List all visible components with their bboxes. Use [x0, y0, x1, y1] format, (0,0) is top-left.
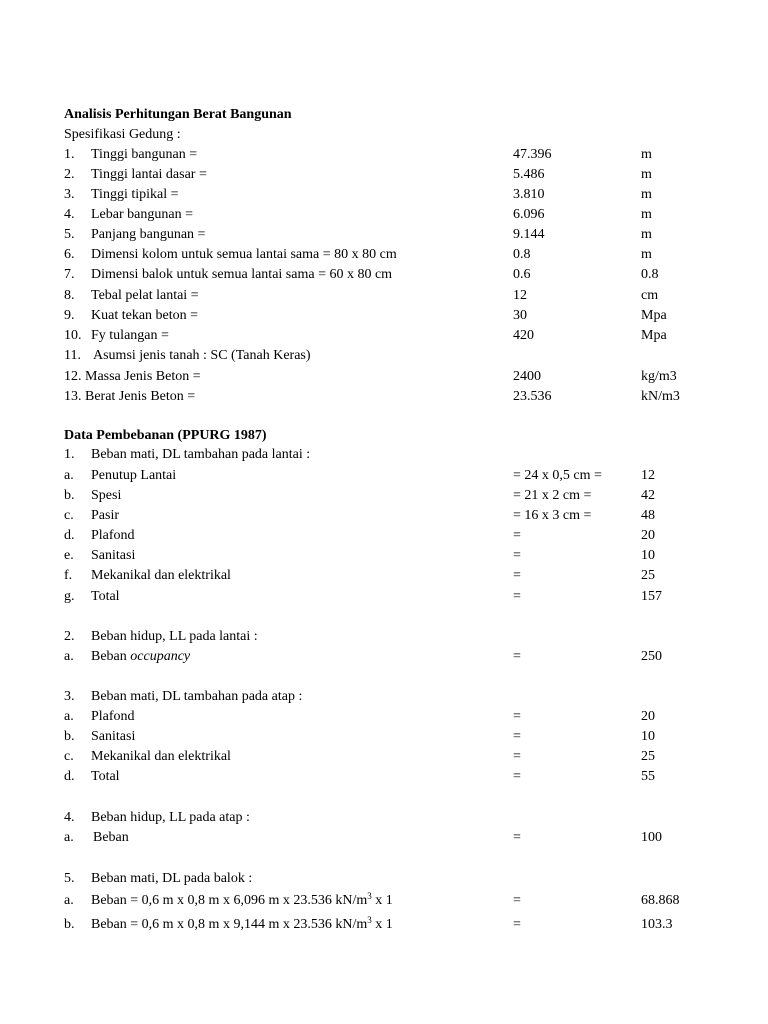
- item-label: Sanitasi: [91, 729, 136, 744]
- item-value: 55: [641, 769, 655, 784]
- spec-row: [0, 286, 768, 306]
- section-num: 2.: [64, 629, 75, 644]
- item-label: Spesi: [91, 488, 122, 503]
- spec-label: Asumsi jenis tanah : SC (Tanah Keras): [93, 348, 311, 363]
- spec-row: [0, 367, 768, 387]
- spec-row: [0, 205, 768, 225]
- item-letter: b.: [64, 917, 75, 932]
- item-letter: e.: [64, 548, 74, 563]
- item-label: Plafond: [91, 709, 135, 724]
- spec-row: [0, 326, 768, 346]
- item-label: [91, 647, 190, 667]
- spec-unit: kg/m3: [641, 369, 677, 384]
- spec-label: Dimensi kolom untuk semua lantai sama = 80 x 80 cm: [91, 247, 397, 262]
- load-row: [0, 546, 768, 566]
- section-title-row: [0, 808, 768, 828]
- item-label: Sanitasi: [91, 548, 136, 563]
- item-letter: f.: [64, 568, 73, 583]
- item-label-after: x 1: [371, 917, 393, 932]
- load-row: [0, 915, 768, 935]
- title-row: [0, 105, 768, 125]
- spec-value: 420: [513, 328, 534, 343]
- section-num: 1.: [64, 447, 75, 462]
- section-title-row: [0, 687, 768, 707]
- spec-num: 7.: [64, 267, 75, 282]
- item-value: 10: [641, 548, 655, 563]
- spec-num: 3.: [64, 187, 75, 202]
- item-label-italic: occupancy: [130, 649, 191, 664]
- spec-num: 8.: [64, 288, 75, 303]
- section-num: 4.: [64, 810, 75, 825]
- section-title-row: [0, 869, 768, 889]
- item-calc: = 16 x 3 cm =: [513, 508, 592, 523]
- spec-row: [0, 306, 768, 326]
- item-label: Pasir: [91, 508, 119, 523]
- spec-label: Fy tulangan =: [91, 328, 169, 343]
- item-label-after: x 1: [371, 893, 393, 908]
- section-title: Beban mati, DL tambahan pada atap :: [91, 689, 303, 704]
- section-title: Beban hidup, LL pada atap :: [91, 810, 250, 825]
- spec-unit: m: [641, 227, 652, 242]
- spec-label: Tinggi bangunan =: [91, 147, 198, 162]
- spec-row: [0, 165, 768, 185]
- item-value: 10: [641, 729, 655, 744]
- spec-value: 5.486: [513, 167, 545, 182]
- spec-row: [0, 245, 768, 265]
- item-letter: c.: [64, 749, 74, 764]
- item-calc: =: [513, 548, 521, 563]
- item-value: 42: [641, 488, 655, 503]
- item-value: 157: [641, 589, 662, 604]
- spec-label: Dimensi balok untuk semua lantai sama = 60 x 80 cm: [91, 267, 393, 282]
- item-calc: =: [513, 568, 521, 583]
- load-row: [0, 727, 768, 747]
- spec-label: Lebar bangunan =: [91, 207, 193, 222]
- load-row: [0, 707, 768, 727]
- section-title-row: [0, 627, 768, 647]
- spec-unit: m: [641, 147, 652, 162]
- section-title: Beban mati, DL tambahan pada lantai :: [91, 447, 311, 462]
- item-value: 100: [641, 830, 662, 845]
- spec-unit: 0.8: [641, 267, 659, 282]
- item-value: 20: [641, 709, 655, 724]
- load-row: [0, 506, 768, 526]
- item-label-sup: 3: [367, 891, 372, 901]
- spec-label: 13. Berat Jenis Beton =: [64, 389, 196, 404]
- item-calc: =: [513, 893, 521, 908]
- spec-row: [0, 185, 768, 205]
- item-label: [91, 891, 393, 911]
- page-title: Analisis Perhitungan Berat Bangunan: [64, 107, 292, 122]
- spec-unit: cm: [641, 288, 659, 303]
- spec-heading-row: [0, 125, 768, 145]
- spec-row: [0, 346, 768, 366]
- spec-num: 9.: [64, 308, 75, 323]
- item-label: Total: [91, 769, 120, 784]
- item-label-text: Beban = 0,6 m x 0,8 m x 9,144 m x 23.536 kN/m: [91, 917, 368, 932]
- load-row: [0, 526, 768, 546]
- item-value: 25: [641, 749, 655, 764]
- spec-num: 5.: [64, 227, 75, 242]
- item-calc: =: [513, 830, 521, 845]
- item-calc: =: [513, 917, 521, 932]
- spec-unit: Mpa: [641, 328, 667, 343]
- item-letter: b.: [64, 488, 75, 503]
- spec-unit: m: [641, 167, 652, 182]
- item-letter: c.: [64, 508, 74, 523]
- item-calc: = 21 x 2 cm =: [513, 488, 592, 503]
- item-letter: d.: [64, 769, 75, 784]
- spec-value: 2400: [513, 369, 541, 384]
- item-letter: a.: [64, 649, 74, 664]
- spec-unit: Mpa: [641, 308, 667, 323]
- item-letter: a.: [64, 830, 74, 845]
- spec-num: 4.: [64, 207, 75, 222]
- spec-row: [0, 225, 768, 245]
- spec-label: Panjang bangunan =: [91, 227, 206, 242]
- item-letter: a.: [64, 709, 74, 724]
- spec-value: 0.8: [513, 247, 531, 262]
- item-value: 12: [641, 468, 655, 483]
- load-row: [0, 587, 768, 607]
- spec-value: 3.810: [513, 187, 545, 202]
- spec-value: 12: [513, 288, 527, 303]
- spec-unit: m: [641, 247, 652, 262]
- item-calc: =: [513, 729, 521, 744]
- item-value: 20: [641, 528, 655, 543]
- item-label: Penutup Lantai: [91, 468, 177, 483]
- item-label: Mekanikal dan elektrikal: [91, 568, 231, 583]
- item-calc: =: [513, 709, 521, 724]
- item-letter: a.: [64, 468, 74, 483]
- load-row: [0, 566, 768, 586]
- spec-label: Kuat tekan beton =: [91, 308, 199, 323]
- load-row: [0, 486, 768, 506]
- item-calc: =: [513, 749, 521, 764]
- item-calc: =: [513, 589, 521, 604]
- item-label-text: Beban: [91, 649, 131, 664]
- item-label-text: Beban = 0,6 m x 0,8 m x 6,096 m x 23.536 kN/m: [91, 893, 368, 908]
- item-calc: =: [513, 769, 521, 784]
- spec-unit: kN/m3: [641, 389, 680, 404]
- item-letter: b.: [64, 729, 75, 744]
- load-row: [0, 767, 768, 787]
- load-row: [0, 647, 768, 667]
- spec-row: [0, 145, 768, 165]
- spec-row: [0, 265, 768, 285]
- item-label: Beban: [93, 830, 129, 845]
- spec-num: 6.: [64, 247, 75, 262]
- spec-label: 12. Massa Jenis Beton =: [64, 369, 201, 384]
- item-label: Plafond: [91, 528, 135, 543]
- load-row: [0, 891, 768, 911]
- spec-value: 0.6: [513, 267, 531, 282]
- spec-value: 30: [513, 308, 527, 323]
- load-row: [0, 747, 768, 767]
- spec-num: 11.: [64, 348, 81, 363]
- spec-value: 9.144: [513, 227, 545, 242]
- item-letter: a.: [64, 893, 74, 908]
- spec-value: 47.396: [513, 147, 552, 162]
- spec-num: 10.: [64, 328, 82, 343]
- item-label: Total: [91, 589, 120, 604]
- section-title: Beban mati, DL pada balok :: [91, 871, 253, 886]
- item-value: 103.3: [641, 917, 673, 932]
- spec-row: [0, 387, 768, 407]
- item-label-sup: 3: [367, 915, 372, 925]
- spec-unit: m: [641, 207, 652, 222]
- item-label: [91, 915, 393, 935]
- section-num: 3.: [64, 689, 75, 704]
- spec-label: Tinggi tipikal =: [91, 187, 179, 202]
- item-value: 250: [641, 649, 662, 664]
- item-calc: =: [513, 649, 521, 664]
- item-label: Mekanikal dan elektrikal: [91, 749, 231, 764]
- spec-unit: m: [641, 187, 652, 202]
- item-letter: g.: [64, 589, 75, 604]
- spec-value: 6.096: [513, 207, 545, 222]
- spec-label: Tinggi lantai dasar =: [91, 167, 207, 182]
- loading-heading: Data Pembebanan (PPURG 1987): [64, 428, 267, 443]
- section-title-row: [0, 445, 768, 465]
- spec-value: 23.536: [513, 389, 552, 404]
- loading-heading-row: [0, 426, 768, 446]
- spec-label: Tebal pelat lantai =: [91, 288, 199, 303]
- spec-num: 2.: [64, 167, 75, 182]
- item-value: 48: [641, 508, 655, 523]
- spec-num: 1.: [64, 147, 75, 162]
- section-num: 5.: [64, 871, 75, 886]
- load-row: [0, 828, 768, 848]
- item-value: 25: [641, 568, 655, 583]
- spec-heading: Spesifikasi Gedung :: [64, 127, 181, 142]
- item-value: 68.868: [641, 893, 680, 908]
- item-calc: = 24 x 0,5 cm =: [513, 468, 602, 483]
- item-calc: =: [513, 528, 521, 543]
- load-row: [0, 466, 768, 486]
- item-letter: d.: [64, 528, 75, 543]
- section-title: Beban hidup, LL pada lantai :: [91, 629, 258, 644]
